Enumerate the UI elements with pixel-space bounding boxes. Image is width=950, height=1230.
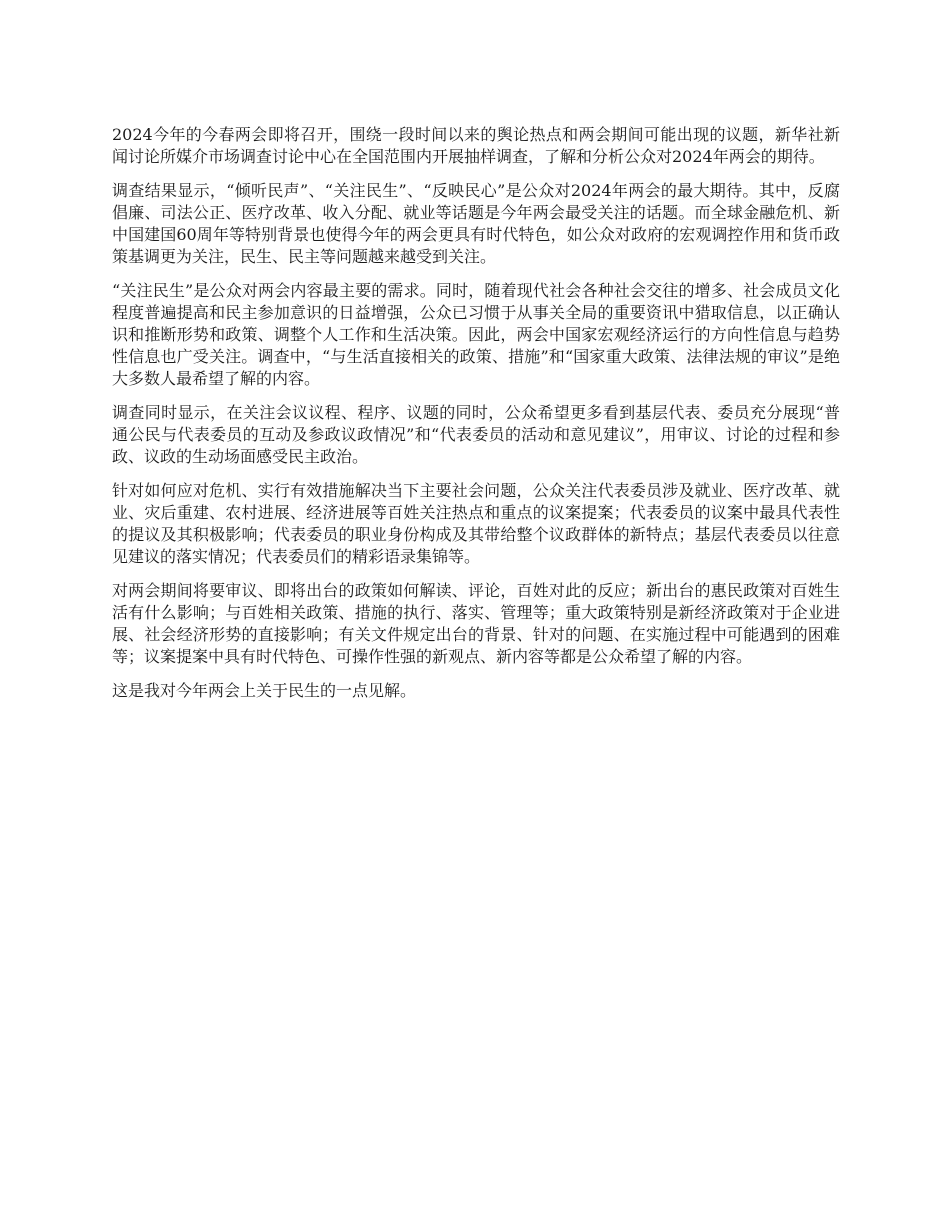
paragraph-2: 调查结果显示，“倾听民声”、“关注民生”、“反映民心”是公众对2024年两会的最大期待。其中，反腐倡廉、司法公正、医疗改革、收入分配、就业等话题是今年两会最受关注的话题。而全球金融危机、新中国建国60周年等特别背景也使得今年的两会更具有时代特色，如公众对政府的宏观调控作用和货币政策基调更为关注，民生、民主等问题越来越受到关注。: [112, 181, 840, 266]
document-body: [112, 124, 840, 714]
paragraph-7: 这是我对今年两会上关于民生的一点见解。: [112, 681, 417, 700]
paragraph-1: 2024今年的今春两会即将召开，围绕一段时间以来的舆论热点和两会期间可能出现的议题，新华社新闻讨论所媒介市场调查讨论中心在全国范围内开展抽样调查，了解和分析公众对2024年两会的期待。: [112, 125, 840, 166]
paragraph-3: “关注民生”是公众对两会内容最主要的需求。同时，随着现代社会各种社会交往的增多、社会成员文化程度普遍提高和民主参加意识的日益增强，公众已习惯于从事关全局的重要资讯中猎取信息，以正确认识和推断形势和政策、调整个人工作和生活决策。因此，两会中国家宏观经济运行的方向性信息与趋势性信息也广受关注。调查中，“与生活直接相关的政策、措施”和“国家重大政策、法律法规的审议”是绝大多数人最希望了解的内容。: [112, 281, 840, 388]
paragraph-6: 对两会期间将要审议、即将出台的政策如何解读、评论，百姓对此的反应；新出台的惠民政策对百姓生活有什么影响；与百姓相关政策、措施的执行、落实、管理等；重大政策特别是新经济政策对于企业进展、社会经济形势的直接影响；有关文件规定出台的背景、针对的问题、在实施过程中可能遇到的困难等；议案提案中具有时代特色、可操作性强的新观点、新内容等都是公众希望了解的内容。: [112, 581, 840, 666]
paragraph-5: 针对如何应对危机、实行有效措施解决当下主要社会问题，公众关注代表委员涉及就业、医疗改革、就业、灾后重建、农村进展、经济进展等百姓关注热点和重点的议案提案；代表委员的议案中最具代表性的提议及其积极影响；代表委员的职业身份构成及其带给整个议政群体的新特点；基层代表委员以往意见建议的落实情况；代表委员们的精彩语录集锦等。: [112, 481, 840, 566]
paragraph-4: 调查同时显示，在关注会议议程、程序、议题的同时，公众希望更多看到基层代表、委员充分展现“普通公民与代表委员的互动及参政议政情况”和“代表委员的活动和意见建议”，用审议、讨论的过程和参政、议政的生动场面感受民主政治。: [112, 403, 840, 466]
